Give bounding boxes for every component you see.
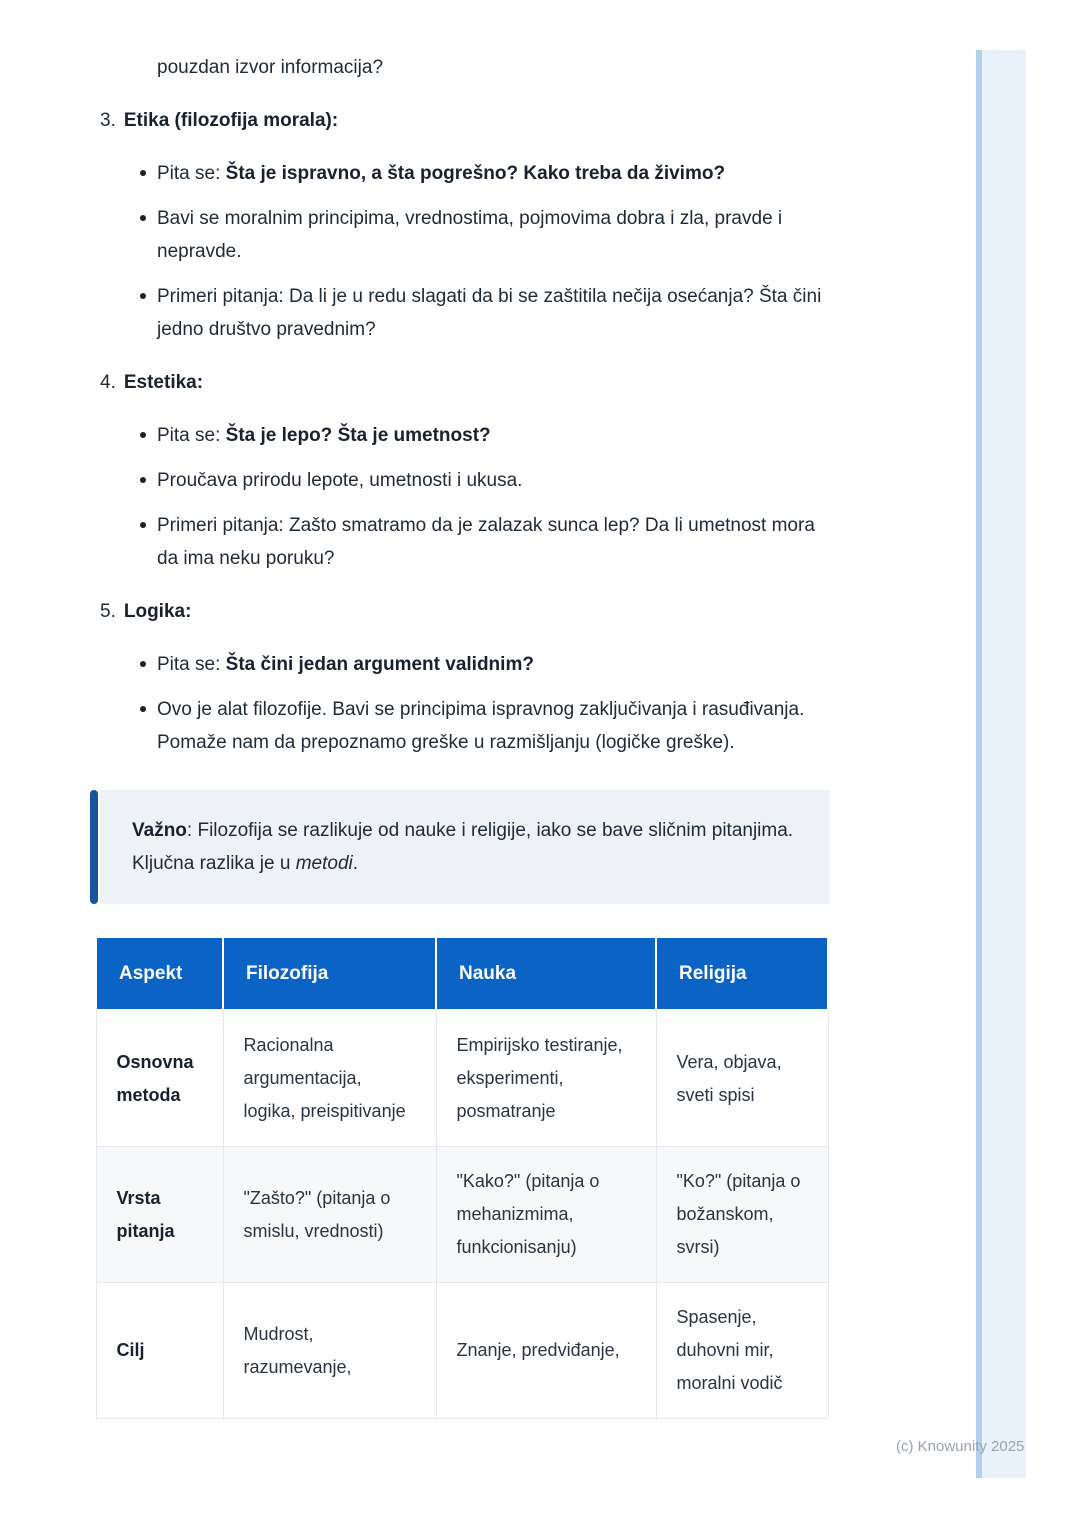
bullet-list: [100, 648, 830, 759]
callout-accent-bar: [90, 790, 98, 904]
bullet-list: [100, 157, 830, 346]
bullet-text: Pita se:: [157, 654, 226, 675]
bullet-icon: [140, 661, 146, 667]
bullet-text-bold: Šta je lepo? Šta je umetnost?: [225, 425, 491, 446]
list-item: [100, 464, 830, 497]
section-title: Etika (filozofija morala):: [123, 110, 339, 131]
section-etika: [100, 104, 830, 346]
table-cell: "Zašto?" (pitanja o smislu, vrednosti): [223, 1147, 436, 1283]
callout-label: Važno: [132, 820, 187, 841]
section-estetika: [100, 366, 830, 575]
bullet-text: Pita se:: [157, 425, 226, 446]
section-heading: [100, 366, 830, 399]
bullet-list: [100, 419, 830, 575]
section-logika: [100, 595, 830, 759]
table-row: [96, 1147, 828, 1283]
bullet-text: Pita se:: [157, 163, 226, 184]
section-number: 5.: [100, 601, 116, 622]
paragraph-fragment: pouzdan izvor informacija?: [157, 57, 384, 78]
header-cell-aspekt: Aspekt: [96, 937, 223, 1010]
bullet-icon: [140, 215, 146, 221]
bullet-text: Primeri pitanja: Zašto smatramo da je zalazak sunca lep? Da li umetnost mora da ima neku poruku?: [157, 515, 815, 569]
table-cell: "Ko?" (pitanja o božanskom, svrsi): [656, 1147, 828, 1283]
header-cell-religija: Religija: [656, 937, 828, 1010]
table-cell: Empirijsko testiranje, eksperimenti, posmatranje: [436, 1010, 656, 1147]
section-heading: [100, 104, 830, 137]
callout-body: [100, 790, 830, 904]
bullet-text: Proučava prirodu lepote, umetnosti i ukusa.: [157, 470, 523, 491]
list-item: [100, 280, 830, 346]
section-number: 3.: [100, 110, 116, 131]
bullet-text-bold: Šta čini jedan argument validnim?: [225, 654, 534, 675]
header-cell-nauka: Nauka: [436, 937, 656, 1010]
table-row: [96, 1010, 828, 1147]
callout-italic-text: metodi: [295, 853, 353, 874]
table-row: [96, 1283, 828, 1419]
bullet-text: Ovo je alat filozofije. Bavi se principima ispravnog zaključivanja i rasuđivanja. Pomaže nam da prepoznamo greške u razmišljanju (logičke greške).: [157, 699, 805, 753]
page-edge-strip: [976, 50, 1026, 1478]
document-column: [100, 0, 830, 1419]
comparison-table: [95, 936, 829, 1419]
list-item: [100, 693, 830, 759]
copyright-watermark: (c) Knowunity 2025: [896, 1438, 1025, 1455]
list-item: [100, 202, 830, 268]
row-label: Osnovna metoda: [96, 1010, 223, 1147]
section-title: Estetika:: [123, 372, 204, 393]
table-cell: Znanje, predviđanje,: [436, 1283, 656, 1419]
list-item: [100, 419, 830, 452]
bullet-text-bold: Šta je ispravno, a šta pogrešno? Kako treba da živimo?: [225, 163, 726, 184]
list-item: [100, 509, 830, 575]
row-label: Cilj: [96, 1283, 223, 1419]
header-cell-filozofija: Filozofija: [223, 937, 436, 1010]
table-cell: "Kako?" (pitanja o mehanizmima, funkcionisanju): [436, 1147, 656, 1283]
list-item: [100, 157, 830, 190]
list-item: [100, 648, 830, 681]
bullet-icon: [140, 293, 146, 299]
table-cell: Spasenje, duhovni mir, moralni vodič: [656, 1283, 828, 1419]
table-cell: Mudrost, razumevanje,: [223, 1283, 436, 1419]
bullet-text: Primeri pitanja: Da li je u redu slagati da bi se zaštitila nečija osećanja? Šta čini jedno društvo pravednim?: [157, 286, 822, 340]
section-number: 4.: [100, 372, 116, 393]
important-callout: [90, 790, 830, 904]
bullet-icon: [140, 170, 146, 176]
table-cell: Racionalna argumentacija, logika, preispitivanje: [223, 1010, 436, 1147]
bullet-icon: [140, 477, 146, 483]
bullet-icon: [140, 432, 146, 438]
row-label: Vrsta pitanja: [96, 1147, 223, 1283]
callout-text-end: .: [352, 853, 359, 874]
bullet-icon: [140, 522, 146, 528]
table-cell: Vera, objava, sveti spisi: [656, 1010, 828, 1147]
callout-text: : Filozofija se razlikuje od nauke i religije, iako se bave sličnim pitanjima. Ključna razlika je u: [132, 820, 794, 874]
section-title: Logika:: [123, 601, 192, 622]
section-heading: [100, 595, 830, 628]
table-header-row: [96, 937, 828, 1010]
bullet-text: Bavi se moralnim principima, vrednostima, pojmovima dobra i zla, pravde i nepravde.: [157, 208, 783, 262]
bullet-icon: [140, 706, 146, 712]
